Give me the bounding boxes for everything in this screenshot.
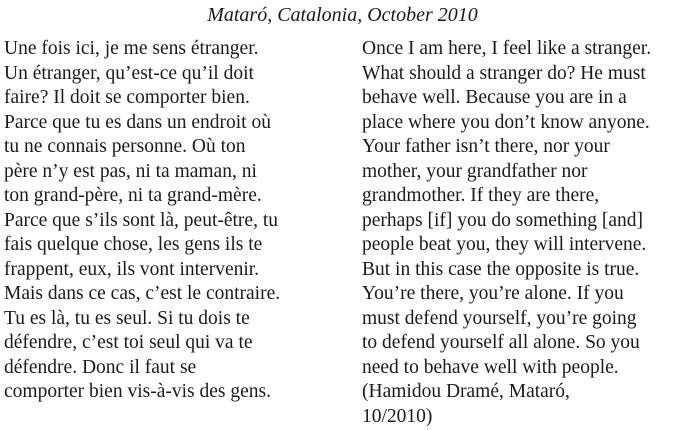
french-line: Tu es là, tu es seul. Si tu dois te: [4, 307, 250, 329]
page-title: Mataró, Catalonia, October 2010: [207, 4, 478, 26]
english-line: perhaps [if] you do something [and]: [362, 209, 644, 231]
english-line: Your father isn’t there, nor your: [362, 136, 610, 157]
french-column: [4, 37, 334, 405]
french-line: tu ne connais personne. Où ton: [4, 136, 246, 157]
french-line: père n’y est pas, ni ta maman, ni: [4, 160, 257, 182]
english-line: behave well. Because you are in a: [362, 87, 627, 108]
english-line: to defend yourself all alone. So you: [362, 332, 640, 353]
french-line: frappent, eux, ils vont intervenir.: [4, 258, 260, 280]
english-line: place where you don’t know anyone.: [362, 111, 650, 133]
french-line: ton grand-père, ni ta grand-mère.: [4, 185, 262, 206]
french-line: comporter bien vis-à-vis des gens.: [4, 381, 271, 402]
english-line: What should a stranger do? He must: [362, 62, 646, 84]
english-line: But in this case the opposite is true.: [362, 258, 640, 280]
english-line: must defend yourself, you’re going: [362, 307, 637, 329]
english-line: mother, your grandfather nor: [362, 160, 588, 182]
english-line: people beat you, they will intervene.: [362, 234, 647, 255]
english-line: grandmother. If they are there,: [362, 185, 600, 206]
french-line: faire? Il doit se comporter bien.: [4, 87, 250, 108]
english-line: 10/2010): [362, 405, 433, 427]
english-line: need to behave well with people.: [362, 356, 619, 378]
english-column: [362, 37, 684, 429]
english-line: You’re there, you’re alone. If you: [362, 283, 624, 304]
french-line: fais quelque chose, les gens ils te: [4, 234, 263, 255]
english-line: (Hamidou Dramé, Mataró,: [362, 381, 570, 402]
french-line: Une fois ici, je me sens étranger.: [4, 38, 259, 59]
french-line: Parce que tu es dans un endroit où: [4, 111, 271, 133]
french-line: Mais dans ce cas, c’est le contraire.: [4, 283, 281, 304]
french-line: défendre. Donc il faut se: [4, 356, 197, 378]
english-line: Once I am here, I feel like a stranger.: [362, 38, 652, 59]
french-line: Un étranger, qu’est-ce qu’il doit: [4, 62, 254, 84]
french-line: défendre, c’est toi seul qui va te: [4, 332, 253, 353]
french-line: Parce que s’ils sont là, peut-être, tu: [4, 209, 278, 231]
